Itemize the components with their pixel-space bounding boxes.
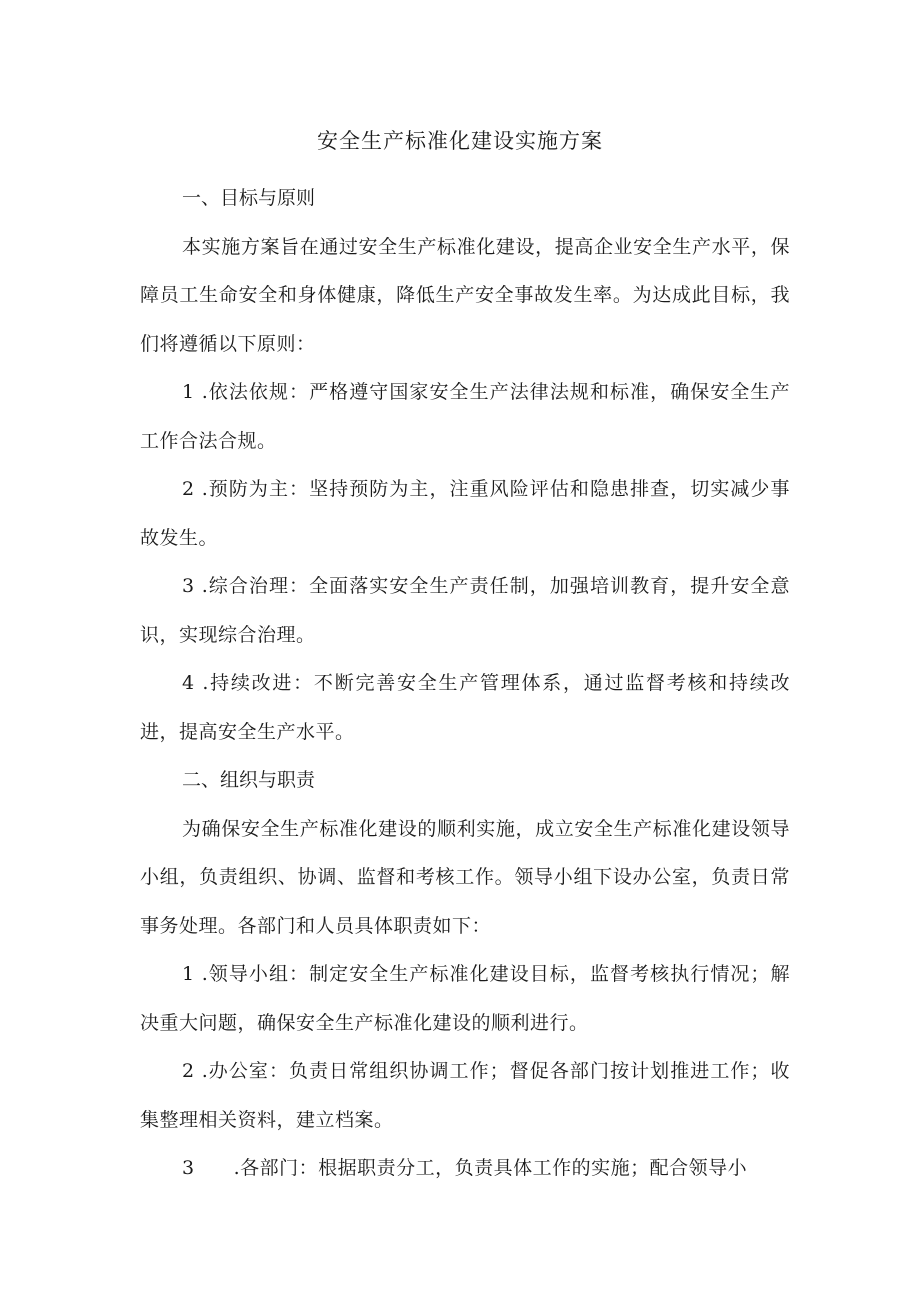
document-title: 安全生产标准化建设实施方案	[317, 129, 603, 153]
list-item: 3 .各部门：根据职责分工，负责具体工作的实施；配合领导小	[182, 1157, 748, 1179]
section-intro: 本实施方案旨在通过安全生产标准化建设，提高企业安全生产水平，保障员工生命安全和身体健康，降低生产安全事故发生率。为达成此目标，我们将遵循以下原则：	[140, 235, 790, 355]
list-item: 2 .预防为主：坚持预防为主，注重风险评估和隐患排查，切实减少事故发生。	[140, 478, 790, 549]
list-item: 2 .办公室：负责日常组织协调工作；督促各部门按计划推进工作；收集整理相关资料，建立档案。	[140, 1060, 790, 1131]
list-item: 4 .持续改进：不断完善安全生产管理体系，通过监督考核和持续改进，提高安全生产水平。	[140, 672, 790, 743]
document-body	[140, 174, 790, 1193]
list-item: 3 .综合治理：全面落实安全生产责任制，加强培训教育，提升安全意识，实现综合治理。	[140, 575, 790, 646]
list-item: 1 .依法依规：严格遵守国家安全生产法律法规和标准，确保安全生产工作合法合规。	[140, 381, 790, 452]
section-intro: 为确保安全生产标准化建设的顺利实施，成立安全生产标准化建设领导小组，负责组织、协调、监督和考核工作。领导小组下设办公室，负责日常事务处理。各部门和人员具体职责如下：	[140, 817, 790, 937]
section-heading: 二、组织与职责	[182, 769, 316, 791]
list-item: 1 .领导小组：制定安全生产标准化建设目标，监督考核执行情况；解决重大问题，确保安全生产标准化建设的顺利进行。	[140, 963, 790, 1034]
section-heading: 一、目标与原则	[182, 187, 316, 209]
